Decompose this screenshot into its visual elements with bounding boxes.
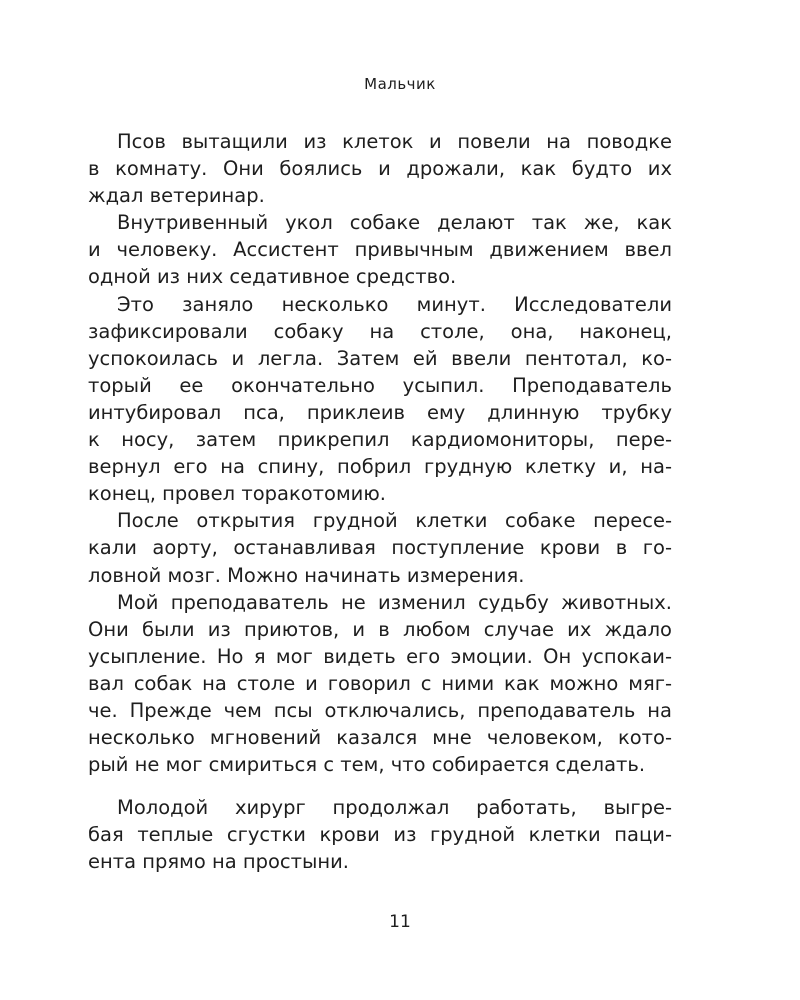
page-number: 11 bbox=[389, 912, 411, 932]
text-line: усыпление. Но я мог видеть его эмоции. Он успокаи- bbox=[88, 644, 672, 668]
text-line: интубировал пса, приклеив ему длинную трубку bbox=[88, 400, 672, 424]
text-line: зафиксировали собаку на столе, она, наконец, bbox=[88, 319, 672, 343]
text-line: Они были из приютов, и в любом случае их ждало bbox=[88, 617, 672, 641]
text-line: Внутривенный укол собаке делают так же, как bbox=[117, 211, 672, 235]
paragraph bbox=[88, 209, 672, 290]
paragraph bbox=[88, 589, 672, 779]
text-line: и человеку. Ассистент привычным движением ввел bbox=[88, 238, 672, 262]
paragraph bbox=[88, 291, 672, 508]
text-line: торый ее окончательно усыпил. Преподаватель bbox=[88, 373, 672, 397]
text-line: вал собак на столе и говорил с ними как можно мяг- bbox=[88, 671, 672, 695]
text-line: ждал ветеринар. bbox=[88, 184, 265, 208]
text-line: успокоилась и легла. Затем ей ввели пентотал, ко- bbox=[88, 346, 672, 370]
text-line: одной из них седативное средство. bbox=[88, 265, 457, 289]
main-text bbox=[88, 128, 672, 778]
text-line: рый не мог смириться с тем, что собирается сделать. bbox=[88, 753, 646, 777]
section-after-break bbox=[88, 794, 672, 875]
text-line: Псов вытащили из клеток и повели на поводке bbox=[117, 130, 672, 153]
text-line: к носу, затем прикрепил кардиомониторы, пере- bbox=[88, 428, 672, 452]
text-line: в комнату. Они боялись и дрожали, как будто их bbox=[88, 157, 672, 181]
text-line: конец, провел торакотомию. bbox=[88, 482, 386, 506]
text-line: Молодой хирург продолжал работать, выгре- bbox=[117, 796, 672, 819]
text-line: Это заняло несколько минут. Исследователи bbox=[117, 292, 672, 316]
text-line: вернул его на спину, побрил грудную клетку и, на- bbox=[88, 455, 672, 479]
text-line: ловной мозг. Можно начинать измерения. bbox=[88, 563, 525, 587]
text-line: Мой преподаватель не изменил судьбу животных. bbox=[117, 590, 672, 614]
running-header: Мальчик bbox=[364, 75, 436, 93]
text-line: После открытия грудной клетки собаке пересе- bbox=[117, 509, 672, 533]
text-line: несколько мгновений казался мне человеком, кото- bbox=[88, 726, 672, 750]
paragraph bbox=[88, 128, 672, 209]
text-line: бая теплые сгустки крови из грудной клетки паци- bbox=[88, 823, 672, 847]
text-line: кали аорту, останавливая поступление крови в го- bbox=[88, 536, 672, 560]
text-line: ента прямо на простыни. bbox=[88, 850, 350, 874]
paragraph bbox=[88, 507, 672, 588]
paragraph bbox=[88, 794, 672, 875]
text-line: че. Прежде чем псы отключались, преподаватель на bbox=[88, 698, 672, 722]
